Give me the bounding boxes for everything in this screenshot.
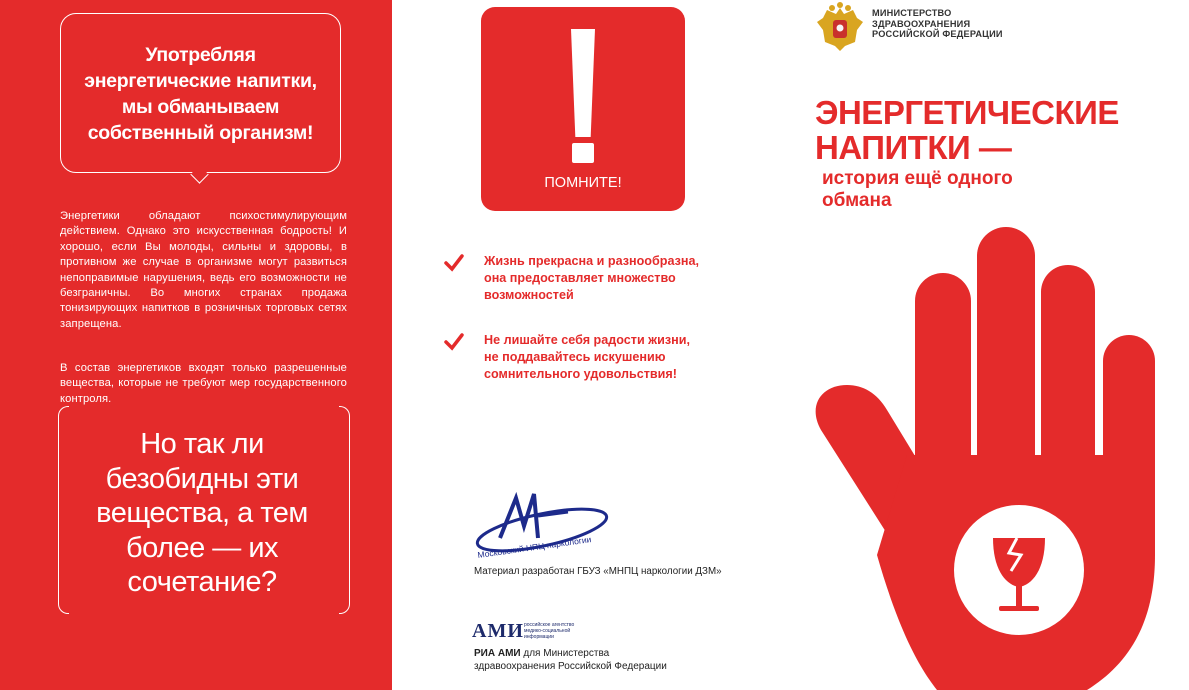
tip-line: сомнительного удовольствия!	[484, 367, 677, 381]
title-line: ЭНЕРГЕТИЧЕСКИЕ	[815, 94, 1119, 131]
tip-1	[484, 253, 754, 304]
stop-hand-icon	[807, 225, 1177, 690]
question-line: Но так ли	[140, 428, 264, 460]
tip-line: не поддавайтесь искушению	[484, 350, 666, 364]
ministry-line: МИНИСТЕРСТВО	[872, 8, 952, 18]
right-brace	[339, 406, 350, 614]
title-line: НАПИТКИ —	[815, 129, 1012, 166]
ami-caption-line: информации	[524, 634, 554, 640]
question-line: вещества, а тем	[96, 497, 308, 529]
ministry-line: РОССИЙСКОЙ ФЕДЕРАЦИИ	[872, 29, 1003, 40]
ami-bold: РИА АМИ	[474, 648, 521, 659]
subtitle-line: обмана	[822, 190, 892, 211]
remember-box	[481, 7, 685, 211]
ami-logo-caption	[524, 622, 594, 640]
ami-logo: АМИ	[472, 620, 524, 642]
page-subtitle	[822, 168, 1122, 212]
ami-rest-line2: здравоохранения Российской Федерации	[474, 661, 667, 672]
tip-line: Не лишайте себя радости жизни,	[484, 333, 690, 347]
tip-line: она предоставляет множество	[484, 271, 676, 285]
question-text	[68, 427, 336, 600]
remember-label: ПОМНИТЕ!	[544, 175, 622, 191]
ministry-name	[872, 8, 1003, 40]
right-panel	[777, 0, 1189, 690]
subtitle-line: история ещё одного	[822, 168, 1013, 189]
tip-line: возможностей	[484, 288, 574, 302]
speech-bubble	[60, 13, 341, 173]
ami-caption-line: российское агентство	[524, 622, 575, 628]
ami-rest: для Министерства	[520, 648, 610, 659]
mnpc-logo	[472, 488, 612, 562]
checkmark-icon	[444, 253, 464, 273]
tip-line: Жизнь прекрасна и разнообразна,	[484, 254, 699, 268]
bubble-line: Употребляя	[145, 44, 256, 66]
bubble-line: мы обманываем	[121, 96, 280, 118]
credit-text: Материал разработан ГБУЗ «МНПЦ наркологии ДЗМ»	[474, 566, 722, 577]
left-panel	[0, 0, 392, 690]
bubble-line: энергетические напитки,	[84, 70, 317, 92]
ami-caption-line: медико-социальной	[524, 628, 571, 634]
middle-panel	[392, 0, 777, 690]
intro-paragraph: Энергетики обладают психостимулирующим действием. Однако это искусственная бодрость! И хорошо, если Вы молоды, сильны и здоровы, в противном же случае в организме могут развиться непоправимые нарушения, ведь его возможности не безграничны. Во многих странах продажа тонизирующих напитков в розничных торговых сетях запрещена.	[60, 210, 347, 330]
coat-of-arms-icon	[815, 2, 865, 52]
tip-2	[484, 332, 754, 383]
question-line: безобидны эти	[105, 462, 299, 495]
mnpc-logo-text: Московский НПЦ наркологии	[476, 534, 592, 560]
question-line: сочетание?	[127, 566, 277, 598]
ministry-line: ЗДРАВООХРАНЕНИЯ	[872, 18, 971, 29]
bubble-text	[61, 42, 340, 146]
exclamation-icon	[571, 29, 595, 137]
checkmark-icon	[444, 332, 464, 352]
composition-paragraph: В состав энергетиков входят только разрешенные вещества, которые не требуют мер государственного контроля.	[60, 362, 347, 405]
ami-credit	[474, 647, 734, 673]
exclamation-dot	[572, 143, 594, 163]
question-line: более — их	[125, 531, 279, 564]
bubble-line: собственный организм!	[87, 122, 314, 144]
page-title	[815, 95, 1119, 165]
